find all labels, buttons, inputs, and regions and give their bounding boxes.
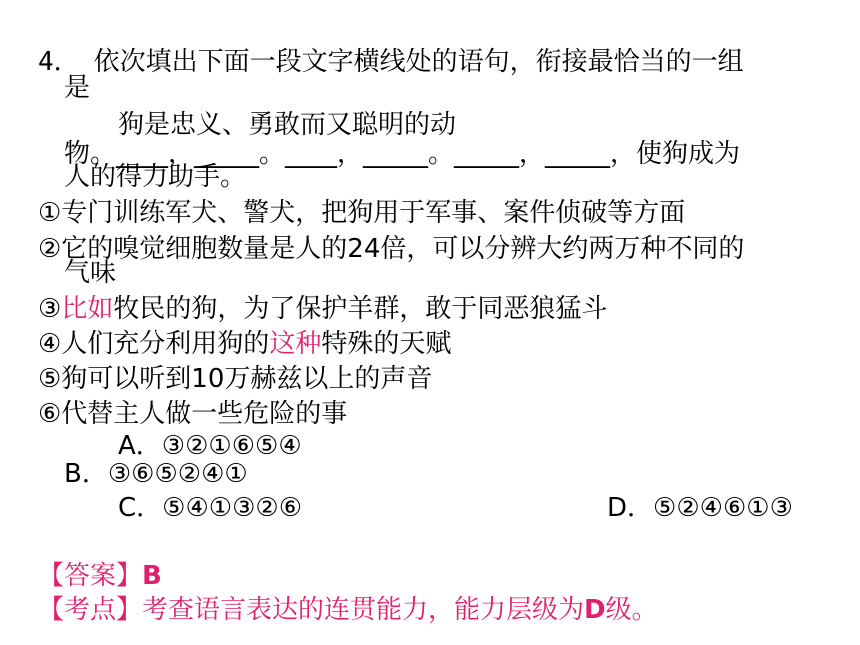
option-3-highlight: 比如 <box>61 294 114 324</box>
question-number: 4． <box>38 47 80 77</box>
passage-line3: 人的得力助手。 <box>64 162 247 192</box>
passage-line2: 物。____，_____。____，_____。_____，_____，使狗成为 <box>64 139 741 169</box>
choice-c: C．⑤④①③②⑥ <box>118 493 303 523</box>
question-stem: 依次填出下面一段文字横线处的语句，衔接最恰当的一组 <box>93 47 744 77</box>
answer-line <box>38 562 162 590</box>
exam-point-label: 【考点】 <box>38 595 143 625</box>
option-2-line2: 气味 <box>64 258 117 288</box>
option-4 <box>38 330 451 358</box>
option-6: ⑥代替主人做一些危险的事 <box>38 399 348 429</box>
option-4-suffix: 特殊的天赋 <box>321 329 452 359</box>
choice-d: D．⑤②④⑥①③ <box>607 493 793 523</box>
exam-point-grade: D <box>584 595 606 625</box>
option-4-prefix: ④人们充分利用狗的 <box>38 329 270 359</box>
option-4-highlight: 这种 <box>269 329 322 359</box>
question-stem-line1 <box>38 48 744 76</box>
passage-line1: 狗是忠义、勇敢而又聪明的动 <box>118 110 457 140</box>
option-2-line1: ②它的嗅觉细胞数量是人的24倍，可以分辨大约两万种不同的 <box>38 234 745 264</box>
answer-label: 【答案】 <box>38 561 143 591</box>
answer-value: B <box>142 561 162 591</box>
option-1: ①专门训练军犬、警犬，把狗用于军事、案件侦破等方面 <box>38 198 686 228</box>
choice-b: B．③⑥⑤②④① <box>64 459 248 489</box>
exam-point-line <box>38 596 658 624</box>
option-5: ⑤狗可以听到10万赫兹以上的声音 <box>38 364 433 394</box>
exam-point-text: 考查语言表达的连贯能力，能力层级为 <box>142 595 585 625</box>
exam-point-suffix: 级。 <box>605 595 658 625</box>
option-3-prefix: ③ <box>38 294 62 324</box>
choice-a: A．③②①⑥⑤④ <box>118 431 302 461</box>
option-3-suffix: 牧民的狗，为了保护羊群，敢于同恶狼猛斗 <box>113 294 608 324</box>
option-3 <box>38 295 607 323</box>
question-stem-line2: 是 <box>64 73 91 103</box>
